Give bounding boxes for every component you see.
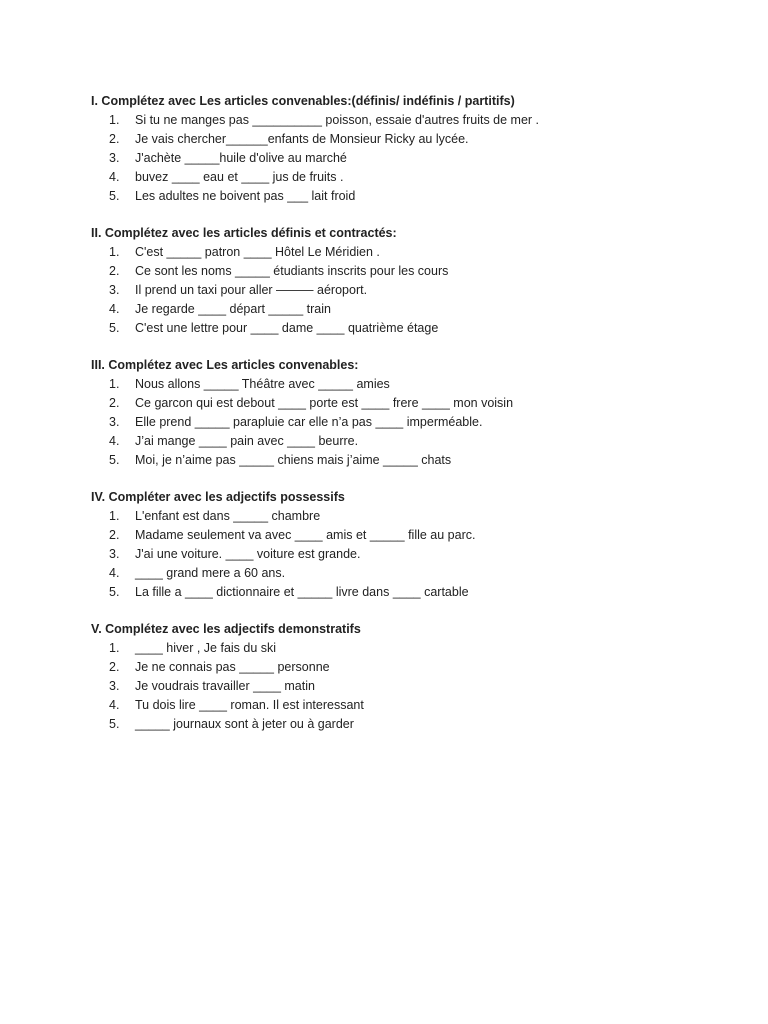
item-number: 4. <box>109 698 120 712</box>
exercise-item <box>91 564 731 583</box>
exercise-item <box>91 715 731 734</box>
item-number: 5. <box>109 717 120 731</box>
item-number: 5. <box>109 585 120 599</box>
exercise-item <box>91 658 731 677</box>
exercise-item <box>91 526 731 545</box>
section-4 <box>91 488 731 602</box>
item-text: Moi, je n’aime pas _____ chiens mais j’aime _____ chats <box>135 453 452 467</box>
exercise-item <box>91 319 731 338</box>
exercise-item <box>91 168 731 187</box>
item-text: Les adultes ne boivent pas ___ lait froid <box>135 189 356 203</box>
item-number: 4. <box>109 302 120 316</box>
item-text: Je voudrais travailler ____ matin <box>135 679 315 693</box>
item-text: Je vais chercher______enfants de Monsieur Ricky au lycée. <box>135 132 469 146</box>
item-text: ____ hiver , Je fais du ski <box>135 641 277 655</box>
exercise-item <box>91 639 731 658</box>
exercise-item <box>91 300 731 319</box>
item-number: 5. <box>109 453 120 467</box>
exercise-item <box>91 394 731 413</box>
exercise-item <box>91 375 731 394</box>
section-5 <box>91 620 731 734</box>
item-number: 5. <box>109 321 120 335</box>
item-number: 3. <box>109 547 120 561</box>
item-text: Il prend un taxi pour aller ——— aéroport. <box>135 283 368 297</box>
section-title: IV. Compléter avec les adjectifs possessifs <box>91 490 345 504</box>
exercise-item <box>91 432 731 451</box>
item-text: Madame seulement va avec ____ amis et _____ fille au parc. <box>135 528 476 542</box>
item-text: J'ai une voiture. ____ voiture est grande. <box>135 547 361 561</box>
item-number: 5. <box>109 189 120 203</box>
item-text: C'est une lettre pour ____ dame ____ quatrième étage <box>135 321 439 335</box>
exercise-item <box>91 130 731 149</box>
item-text: Tu dois lire ____ roman. Il est interessant <box>135 698 364 712</box>
item-number: 2. <box>109 264 120 278</box>
exercise-item <box>91 696 731 715</box>
item-number: 1. <box>109 509 120 523</box>
exercise-item <box>91 451 731 470</box>
exercise-item <box>91 677 731 696</box>
exercise-item <box>91 281 731 300</box>
item-number: 2. <box>109 132 120 146</box>
item-text: J'achète _____huile d'olive au marché <box>135 151 347 165</box>
item-number: 3. <box>109 679 120 693</box>
item-number: 2. <box>109 396 120 410</box>
section-3 <box>91 356 731 470</box>
item-text: Nous allons _____ Théâtre avec _____ amies <box>135 377 390 391</box>
item-text: ____ grand mere a 60 ans. <box>135 566 286 580</box>
item-text: _____ journaux sont à jeter ou à garder <box>135 717 354 731</box>
item-number: 2. <box>109 660 120 674</box>
item-text: Je ne connais pas _____ personne <box>135 660 330 674</box>
section-1 <box>91 92 731 206</box>
exercise-item <box>91 413 731 432</box>
item-number: 4. <box>109 434 120 448</box>
section-title: V. Complétez avec les adjectifs demonstratifs <box>91 622 361 636</box>
exercise-item <box>91 583 731 602</box>
exercise-item <box>91 187 731 206</box>
item-text: Ce garcon qui est debout ____ porte est ____ frere ____ mon voisin <box>135 396 514 410</box>
section-title: III. Complétez avec Les articles convenables: <box>91 358 359 372</box>
exercise-item <box>91 149 731 168</box>
item-text: Ce sont les noms _____ étudiants inscrits pour les cours <box>135 264 449 278</box>
item-text: La fille a ____ dictionnaire et _____ livre dans ____ cartable <box>135 585 469 599</box>
item-number: 4. <box>109 170 120 184</box>
exercise-item <box>91 243 731 262</box>
item-text: L'enfant est dans _____ chambre <box>135 509 321 523</box>
item-text: C'est _____ patron ____ Hôtel Le Méridien . <box>135 245 380 259</box>
item-number: 3. <box>109 151 120 165</box>
item-number: 4. <box>109 566 120 580</box>
item-number: 3. <box>109 415 120 429</box>
item-text: buvez ____ eau et ____ jus de fruits . <box>135 170 344 184</box>
item-text: Je regarde ____ départ _____ train <box>135 302 331 316</box>
item-text: Elle prend _____ parapluie car elle n’a pas ____ imperméable. <box>135 415 483 429</box>
item-number: 1. <box>109 377 120 391</box>
item-number: 1. <box>109 113 120 127</box>
item-number: 1. <box>109 641 120 655</box>
section-2 <box>91 224 731 338</box>
exercise-item <box>91 507 731 526</box>
item-text: Si tu ne manges pas __________ poisson, essaie d'autres fruits de mer . <box>135 113 540 127</box>
exercise-item <box>91 545 731 564</box>
exercise-item <box>91 262 731 281</box>
item-number: 3. <box>109 283 120 297</box>
item-text: J’ai mange ____ pain avec ____ beurre. <box>135 434 359 448</box>
exercise-item <box>91 111 731 130</box>
section-title: II. Complétez avec les articles définis et contractés: <box>91 226 397 240</box>
item-number: 1. <box>109 245 120 259</box>
section-title: I. Complétez avec Les articles convenables:(définis/ indéfinis / partitifs) <box>91 94 515 108</box>
item-number: 2. <box>109 528 120 542</box>
worksheet-page <box>91 92 731 752</box>
